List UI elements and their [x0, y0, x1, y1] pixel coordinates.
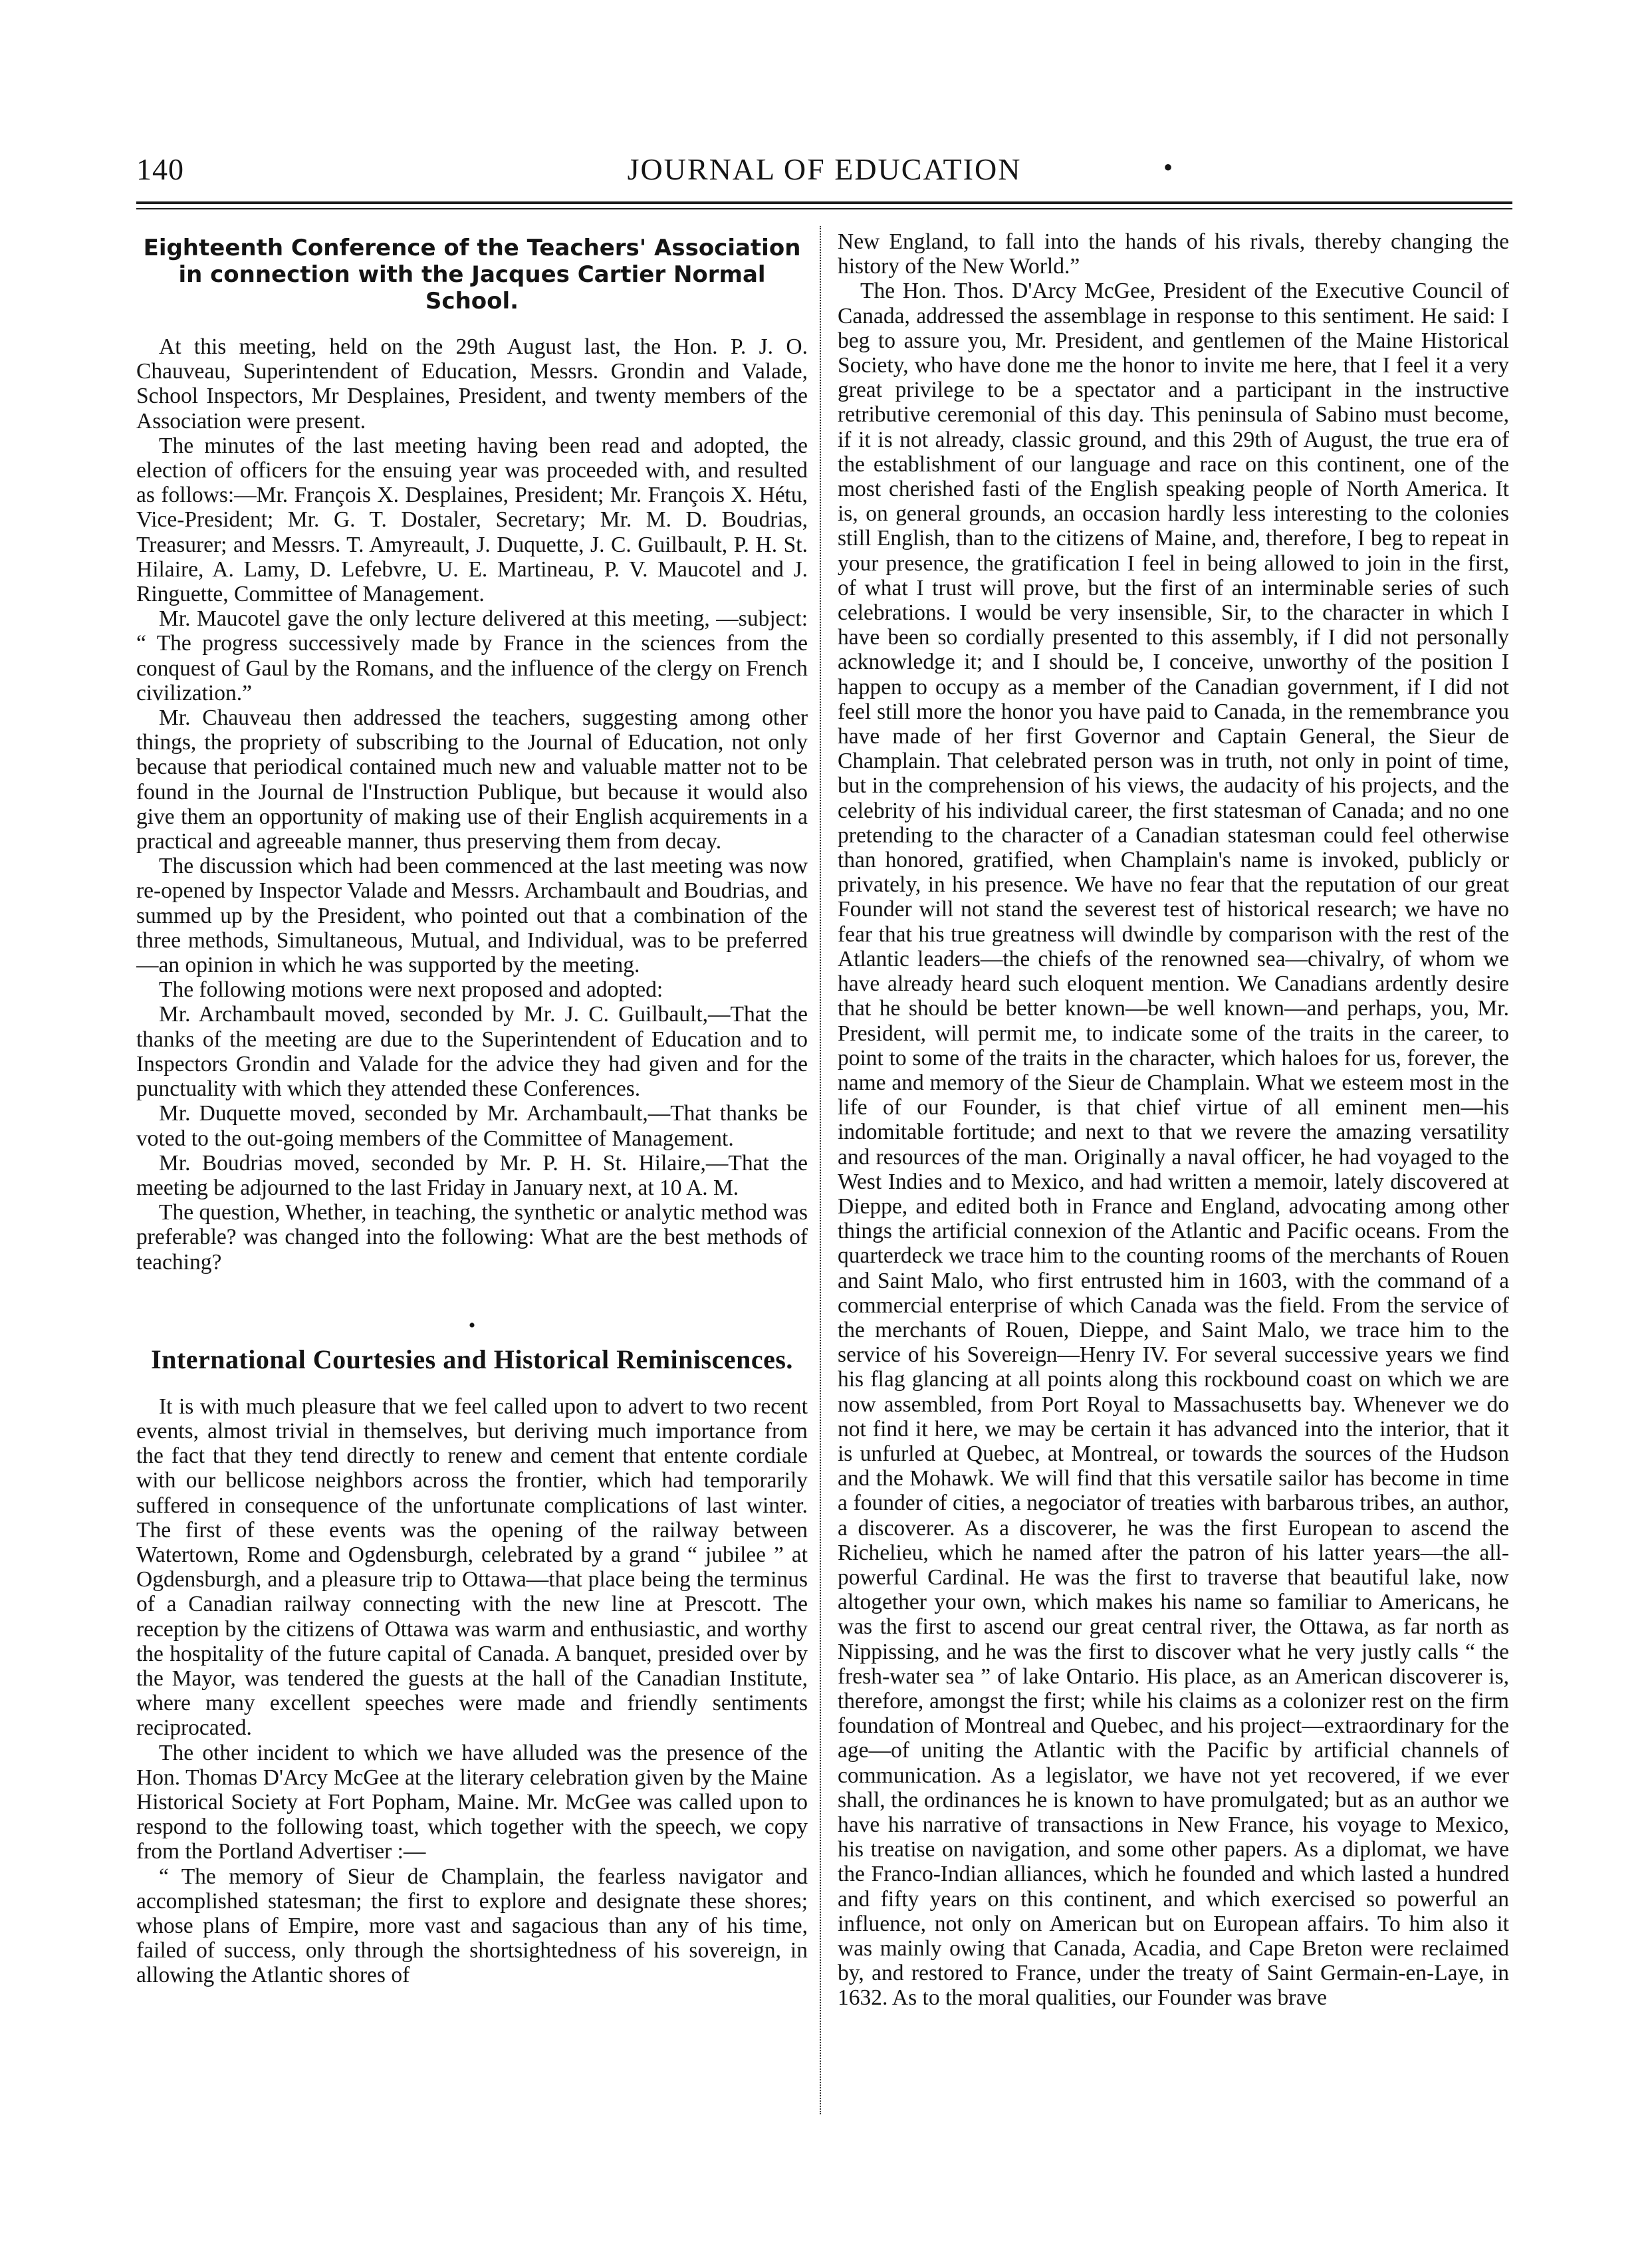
conference-paragraph: Mr. Duquette moved, seconded by Mr. Archambault,—That thanks be voted to the out-going members of the Committee of Management.: [136, 1101, 808, 1151]
page-header: [136, 152, 1512, 193]
header-rule-thin: [136, 208, 1512, 209]
courtesies-article: [136, 1394, 808, 1988]
header-rule-thick: [136, 201, 1512, 204]
courtesies-heading: International Courtesies and Historical Reminiscences.: [151, 1344, 793, 1374]
conference-paragraph: The following motions were next proposed and adopted:: [159, 977, 663, 1003]
courtesies-paragraph: “ The memory of Sieur de Champlain, the fearless navigator and accomplished statesman; the first to explore and designate these shores; whose plans of Empire, more vast and sagacious than any of his time, failed of success, only through the shortsightedness of his sovereign, in allowing the Atlantic shores of: [136, 1864, 808, 1988]
column-divider: [820, 226, 822, 2114]
conference-heading: Eighteenth Conference of the Teachers' Association in connection with the Jacques Cartier Normal School.: [143, 235, 801, 314]
courtesies-paragraph: It is with much pleasure that we feel called upon to advert to two recent events, almost trivial in themselves, but deriving much importance from the fact that they tend directly to renew and cement that entente cordiale with our bellicose neighbors across the frontier, which had temporarily suffered in consequence of the unfortunate complications of last winter. The first of these events was the opening of the railway between Watertown, Rome and Ogdensburgh, celebrated by a grand “ jubilee ” at Ogdensburgh, and a pleasure trip to Ottawa—that place being the terminus of a Canadian railway connecting with the new line at Prescott. The reception by the citizens of Ottawa was warm and enthusiastic, and worthy the hospitality of the future capital of Canada. A banquet, presided over by the Mayor, was tendered the guests at the hall of the Canadian Institute, where many excellent speeches were made and friendly sentiments reciprocated.: [136, 1394, 808, 1741]
conference-paragraph: Mr. Archambault moved, seconded by Mr. J. C. Guilbault,—That the thanks of the meeting are due to the Superintendent of Education and to Inspectors Grondin and Valade for the advice they had given and for the punctuality with which they attended these Conferences.: [136, 1002, 808, 1102]
conference-paragraph: Mr. Chauveau then addressed the teachers, suggesting among other things, the propriety of subscribing to the Journal of Education, not only because that periodical contained much new and valuable matter not to be found in the Journal de l'Instruction Publique, but because it would also give them an opportunity of making use of their English acquirements in a practical and agreeable manner, thus preserving them from decay.: [136, 705, 808, 854]
conference-paragraph: The question, Whether, in teaching, the synthetic or analytic method was preferable? was changed into the following: What are the best methods of teaching?: [136, 1200, 808, 1275]
left-column: [136, 229, 808, 2111]
header-ornament: •: [1163, 152, 1173, 182]
page-number: 140: [136, 152, 184, 186]
conference-paragraph: The minutes of the last meeting having been read and adopted, the election of officers for the ensuing year was proceeded with, and resulted as follows:—Mr. François X. Desplaines, President; Mr. François X. Hétu, Vice-President; Mr. G. T. Dostaler, Secretary; Mr. M. D. Boudrias, Treasurer; and Messrs. T. Amyreault, J. Duquette, J. C. Guilbault, P. H. St. Hilaire, A. Lamy, D. Lefebvre, U. E. Martineau, P. V. Maucotel and J. Ringuette, Committee of Management.: [136, 433, 808, 607]
conference-paragraph: The discussion which had been commenced at the last meeting was now re-opened by Inspector Valade and Messrs. Archambault and Boudrias, and summed up by the President, who pointed out that a combination of the three methods, Simultaneous, Mutual, and Individual, was to be preferred—an opinion in which he was supported by the meeting.: [136, 854, 808, 978]
right-column: [838, 229, 1509, 2111]
conference-article: [136, 334, 808, 1275]
journal-title: JOURNAL OF EDUCATION: [627, 152, 1022, 186]
speech-paragraph: The Hon. Thos. D'Arcy McGee, President of the Executive Council of Canada, addressed the assemblage in response to this sentiment. He said: I beg to assure you, Mr. President, and gentlemen of the Maine Historical Society, who have done me the honor to invite me here, that I feel it a very great privilege to be a spectator and a participant in the instructive retributive ceremonial of this day. This peninsula of Sabino must become, if it is not already, classic ground, and this 29th of August, the true era of the establishment of our language and race on this continent, one of the most cherished fasti of the English speaking people of North America. It is, on general grounds, an occasion hardly less interesting to the colonies still English, than to the citizens of Maine, and, therefore, I beg to repeat in your presence, the gratification I feel in being allowed to join in the first, of what I trust will prove, but the first of an interminable series of such celebrations. I would be very insensible, Sir, to the character in which I have been so cordially presented to this assembly, if I did not personally acknowledge it; and I should be, I conceive, unworthy of the position I happen to occupy as a member of the Canadian government, if I did not feel still more the honor you have paid to Canada, in the remembrance you have made of her first Governor and Captain General, the Sieur de Champlain. That celebrated person was in truth, not only in point of time, but in the comprehension of his views, the audacity of his projects, and the celebrity of his individual career, the first statesman of Canada; and no one pretending to the character of a Canadian statesman could feel otherwise than honored, gratified, when Champlain's name is invoked, publicly or privately, in his presence. We have no fear that the reputation of our great Founder will not stand the severest test of historical research; we have no fear that his true greatness will dwindle by comparison with the rest of the Atlantic leaders—the chiefs of the renowned sea—chivalry, of whom we have already heard such eloquent mention. We Canadians ardently desire that he should be better known—be well known—and perhaps, you, Mr. President, will permit me, to indicate some of the traits in the career, to point to some of the traits in the character, which haloes for us, forever, the name and memory of the Sieur de Champlain. What we esteem most in the life of our Founder, is that chief virtue of all eminent men—his indomitable fortitude; and next to that we revere the amazing versatility and resources of the man. Originally a naval officer, he had voyaged to the West Indies and to Mexico, and had written a memoir, lately discovered at Dieppe, and edited both in France and England, advocating among other things the artificial connexion of the Atlantic and Pacific oceans. From the quarterdeck we trace him to the counting rooms of the merchants of Rouen and Saint Malo, who first entrusted him in 1603, with the command of a commercial enterprise of which Canada was the field. From the service of the merchants of Rouen, Dieppe, and Saint Malo, we trace him to the service of his Sovereign—Henry IV. For several successive years we find his flag glancing at all points along this rockbound coast on which we are now assembled, from Port Royal to Massachusetts bay. Whenever we do not find it here, we may be certain it has advanced into the interior, that it is unfurled at Quebec, at Montreal, or towards the sources of the Hudson and the Mohawk. We will find that this versatile sailor has become in time a founder of cities, a negociator of treaties with barbarous tribes, an author, a discoverer. As a discoverer, he was the first European to ascend the Richelieu, which he named after the patron of his latter years—the all-powerful Cardinal. He was the first to traverse that beautiful lake, now altogether your own, which makes his name so familiar to Americans, he was the first to ascend our great central river, the Ottawa, as far north as Nippissing, and he was the first to discover what he very justly calls “ the fresh-water sea ” of lake Ontario. His place, as an American discoverer is, therefore, amongst the first; while his claims as a colonizer rest on the firm foundation of Montreal and Quebec, and his project—extraordinary for the age—of uniting the Atlantic with the Pacific by artificial channels of communication. As a legislator, we have not yet recovered, if we ever shall, the ordinances he is known to have promulgated; but as an author we have his narrative of transactions in New France, his voyage to Mexico, his treatise on navigation, and some other papers. As a diplomat, we have the Franco-Indian alliances, which he founded and which lasted a hundred and fifty years on this continent, and which exercised so powerful an influence, not only on American but on European affairs. To him also it was mainly owing that Canada, Acadia, and Cape Breton were reclaimed by, and restored to France, under the treaty of Saint Germain-en-Laye, in 1632. As to the moral qualities, our Founder was brave: [838, 279, 1509, 2011]
conference-paragraph: Mr. Maucotel gave the only lecture delivered at this meeting, —subject: “ The progress successively made by France in the sciences from the conquest of Gaul by the Romans, and the influence of the clergy on French civilization.”: [136, 606, 808, 705]
conference-paragraph: At this meeting, held on the 29th August last, the Hon. P. J. O. Chauveau, Superintendent of Education, Messrs. Grondin and Valade, School Inspectors, Mr Desplaines, President, and twenty members of the Association were present.: [136, 334, 808, 434]
speech-paragraph: New England, to fall into the hands of his rivals, thereby changing the history of the New World.”: [838, 229, 1509, 279]
courtesies-paragraph: The other incident to which we have alluded was the presence of the Hon. Thomas D'Arcy McGee at the literary celebration given by the Maine Historical Society at Fort Popham, Maine. Mr. McGee was called upon to respond to the following toast, which together with the speech, we copy from the Portland Advertiser :—: [136, 1740, 808, 1864]
section-ornament: •: [468, 1314, 476, 1336]
conference-paragraph: Mr. Boudrias moved, seconded by Mr. P. H. St. Hilaire,—That the meeting be adjourned to the last Friday in January next, at 10 A. M.: [136, 1150, 808, 1200]
